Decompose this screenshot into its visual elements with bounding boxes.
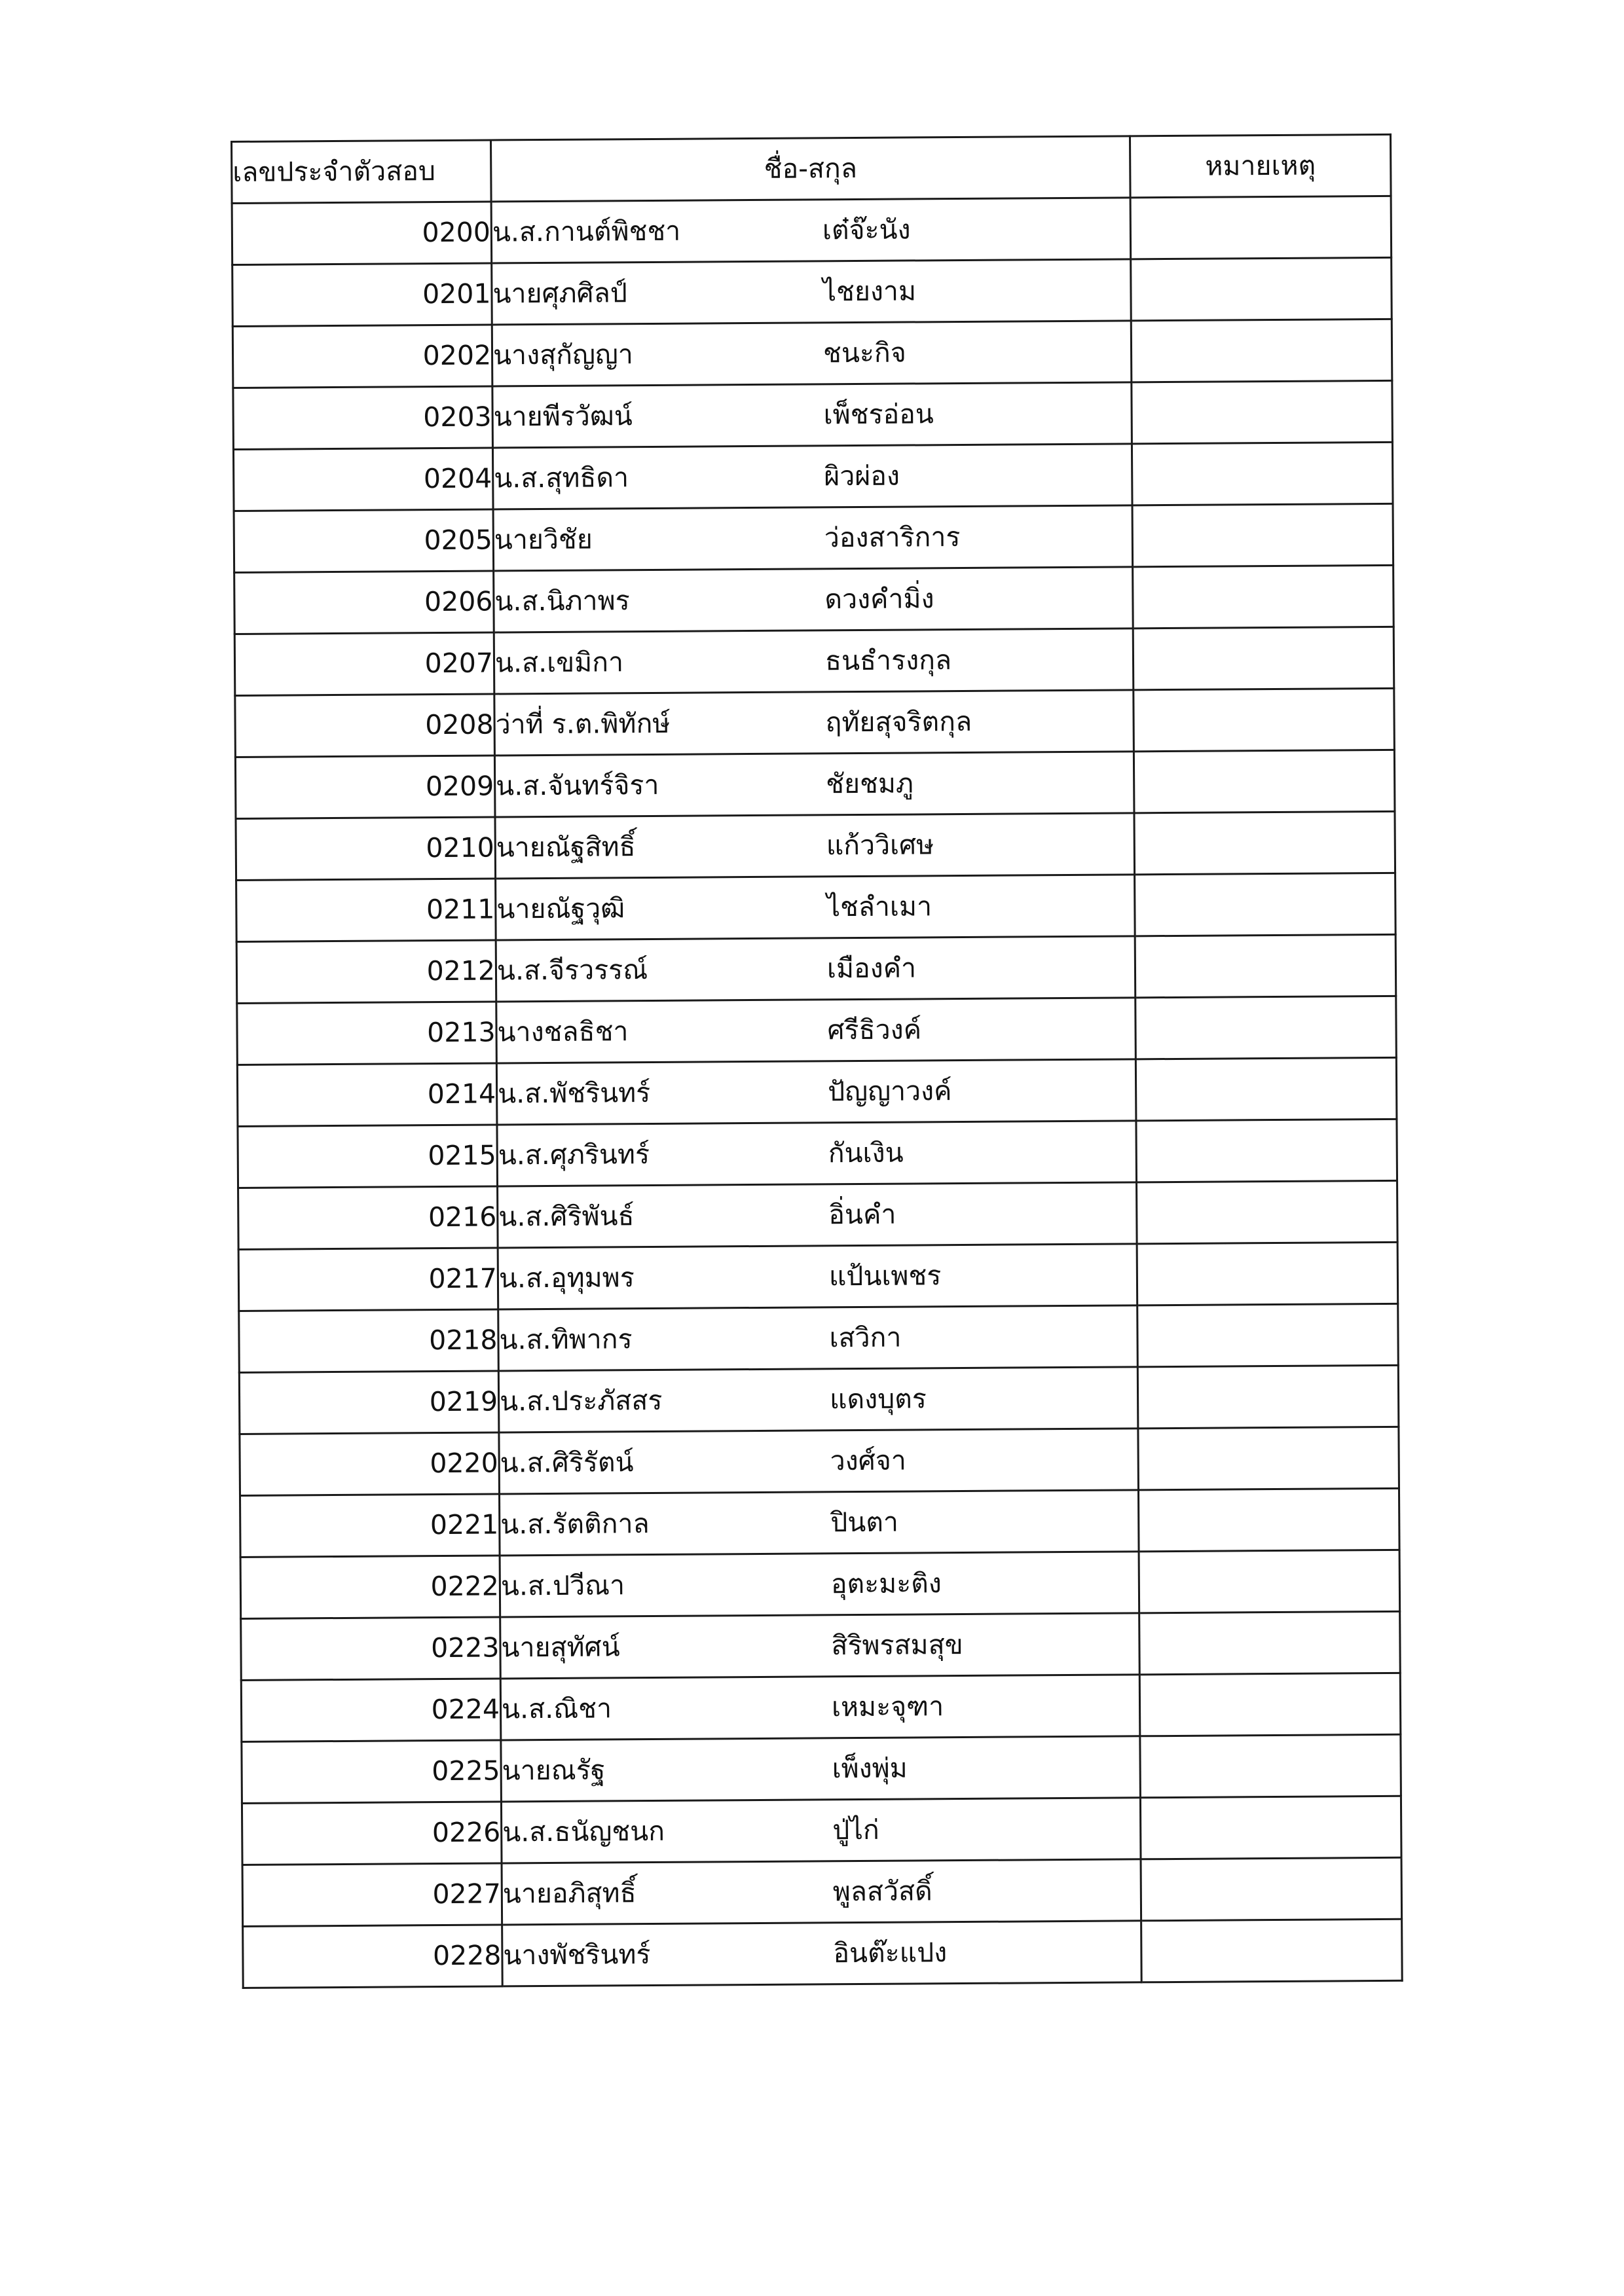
- remarks-cell: [1135, 873, 1396, 936]
- surname: แป้นเพชร: [828, 1260, 942, 1292]
- table-row: [233, 442, 1393, 511]
- surname: ฤทัยสุจริตกุล: [825, 705, 972, 738]
- surname: อุตะมะติง: [830, 1567, 942, 1600]
- table-row: [238, 1180, 1398, 1249]
- remarks-cell: [1133, 565, 1394, 628]
- exam-id-cell: 0202: [232, 325, 492, 388]
- given-name: น.ส.พัชรินทร์: [498, 1077, 651, 1110]
- given-name: น.ส.ปวีณา: [500, 1569, 625, 1602]
- name-cell: [498, 1367, 1138, 1432]
- surname: ธนธำรงกุล: [824, 644, 952, 677]
- remarks-cell: [1131, 257, 1392, 320]
- remarks-cell: [1138, 1427, 1399, 1489]
- name-cell: [498, 1244, 1137, 1309]
- table-row: [233, 380, 1393, 449]
- name-cell: [492, 259, 1132, 325]
- given-name: น.ส.อุทุมพร: [498, 1262, 635, 1294]
- given-name: นายพีรวัฒน์: [493, 400, 633, 433]
- remarks-cell: [1130, 196, 1392, 259]
- given-name: น.ส.ทิพากร: [499, 1323, 633, 1356]
- exam-id-cell: 0220: [240, 1432, 500, 1495]
- name-cell: [497, 1121, 1137, 1186]
- remarks-cell: [1135, 1057, 1397, 1120]
- name-cell: [492, 382, 1132, 448]
- table-row: [237, 996, 1397, 1065]
- exam-id-cell: 0224: [241, 1679, 501, 1741]
- exam-id-cell: 0205: [234, 509, 494, 572]
- name-cell: [494, 690, 1134, 756]
- given-name: น.ส.ธนัญชนก: [502, 1815, 665, 1848]
- name-cell: [500, 1613, 1140, 1679]
- surname: เหมะจุฑา: [831, 1690, 944, 1723]
- remarks-cell: [1135, 934, 1396, 997]
- exam-id-cell: 0209: [235, 756, 495, 818]
- surname: ปินตา: [830, 1506, 899, 1539]
- exam-id-cell: 0207: [234, 632, 494, 695]
- name-cell: [496, 1059, 1136, 1125]
- surname: กันเงิน: [828, 1137, 904, 1169]
- given-name: นายอภิสุทธิ์: [502, 1877, 637, 1910]
- remarks-cell: [1137, 1365, 1399, 1428]
- remarks-cell: [1137, 1180, 1398, 1243]
- table-row: [236, 873, 1396, 941]
- given-name: นายณรัฐ: [502, 1754, 606, 1787]
- table-row: [234, 503, 1393, 572]
- surname: ศรีธิวงค์: [827, 1013, 922, 1046]
- remarks-cell: [1135, 996, 1397, 1059]
- name-cell: [502, 1859, 1141, 1925]
- name-cell: [492, 321, 1132, 386]
- exam-id-cell: 0227: [242, 1863, 502, 1926]
- table-row: [242, 1796, 1401, 1865]
- surname: ผิวผ่อง: [824, 460, 900, 492]
- remarks-cell: [1137, 1303, 1399, 1366]
- exam-id-cell: 0203: [233, 386, 493, 449]
- exam-id-cell: 0212: [236, 940, 496, 1003]
- name-cell: [500, 1552, 1139, 1617]
- name-cell: [494, 629, 1134, 694]
- given-name: นายณัฐสิทธิ์: [496, 831, 636, 864]
- remarks-cell: [1131, 319, 1392, 382]
- surname: ปู่ไก่: [832, 1813, 879, 1846]
- remarks-cell: [1141, 1919, 1403, 1982]
- given-name: น.ส.ศิริพันธ์: [498, 1200, 635, 1233]
- exam-id-cell: 0210: [236, 817, 496, 880]
- surname: วงศ์จา: [830, 1444, 906, 1477]
- surname: เพ็งพุ่ม: [832, 1752, 908, 1785]
- remarks-cell: [1137, 1242, 1398, 1305]
- table-header-row: [232, 134, 1392, 203]
- table-row: [240, 1427, 1399, 1495]
- name-cell: [501, 1798, 1141, 1863]
- table-row: [234, 627, 1394, 695]
- name-cell: [498, 1305, 1138, 1371]
- remarks-cell: [1139, 1611, 1401, 1674]
- surname: ชนะกิจ: [822, 337, 906, 369]
- given-name: น.ส.ศุภรินทร์: [498, 1139, 650, 1171]
- given-name: น.ส.ประภัสสร: [499, 1384, 663, 1417]
- name-cell: [502, 1921, 1142, 1986]
- exam-id-cell: 0214: [237, 1063, 497, 1126]
- exam-id-cell: 0219: [239, 1371, 499, 1434]
- surname: พูลสวัสดิ์: [832, 1875, 932, 1908]
- exam-id-cell: 0206: [234, 571, 494, 634]
- remarks-cell: [1134, 811, 1395, 874]
- name-cell: [491, 198, 1131, 263]
- table-row: [236, 934, 1396, 1003]
- surname: อิ่นคำ: [828, 1198, 896, 1231]
- given-name: นายศุภศิลป์: [492, 277, 627, 310]
- remarks-cell: [1134, 688, 1395, 751]
- name-cell: [499, 1429, 1139, 1494]
- table-row: [235, 688, 1395, 757]
- exam-id-cell: 0221: [240, 1494, 500, 1557]
- given-name: น.ส.รัตติกาล: [500, 1508, 650, 1540]
- table-row: [238, 1119, 1397, 1188]
- given-name: น.ส.จีรวรรณ์: [496, 954, 648, 987]
- name-cell: [496, 998, 1136, 1063]
- table-row: [239, 1303, 1399, 1372]
- remarks-cell: [1139, 1673, 1401, 1736]
- surname: สิริพรสมสุข: [831, 1629, 963, 1662]
- name-cell: [493, 505, 1133, 571]
- exam-id-cell: 0215: [238, 1125, 498, 1188]
- table-row: [238, 1242, 1398, 1311]
- table-row: [234, 565, 1394, 634]
- surname: ว่องสาริการ: [824, 521, 961, 554]
- remarks-cell: [1132, 503, 1393, 566]
- remarks-cell: [1136, 1119, 1397, 1182]
- table-row: [240, 1488, 1400, 1557]
- candidate-table: [231, 134, 1403, 1989]
- exam-id-cell: 0208: [235, 694, 495, 757]
- name-cell: [501, 1736, 1141, 1802]
- table-row: [235, 750, 1395, 818]
- table-row: [232, 196, 1392, 264]
- surname: เพ็ชรอ่อน: [823, 398, 934, 431]
- table-row: [236, 811, 1395, 880]
- name-cell: [494, 752, 1134, 817]
- remarks-cell: [1138, 1488, 1399, 1551]
- given-name: นางชลธิชา: [497, 1015, 629, 1048]
- given-name: น.ส.จันทร์จิรา: [496, 769, 659, 802]
- given-name: น.ส.กานต์พิชชา: [492, 215, 681, 248]
- name-cell: [500, 1675, 1140, 1740]
- given-name: น.ส.ณิชา: [501, 1692, 612, 1725]
- header-exam-id: เลขประจำตัวสอบ: [232, 140, 492, 203]
- table-row: [241, 1611, 1401, 1680]
- given-name: นายสุทัศน์: [501, 1631, 620, 1664]
- name-cell: [492, 444, 1132, 509]
- table-row: [232, 257, 1392, 326]
- remarks-cell: [1141, 1857, 1402, 1920]
- surname: ปัญญาวงค์: [827, 1075, 952, 1108]
- name-cell: [496, 875, 1135, 940]
- table-body: [232, 196, 1402, 1988]
- given-name: นายณัฐวุฒิ: [496, 892, 625, 925]
- exam-id-cell: 0226: [242, 1802, 502, 1865]
- exam-id-cell: 0222: [240, 1556, 500, 1618]
- remarks-cell: [1133, 627, 1394, 689]
- exam-id-cell: 0217: [238, 1248, 498, 1311]
- table-row: [237, 1057, 1397, 1126]
- name-cell: [499, 1490, 1139, 1556]
- surname: อินต๊ะแปง: [833, 1937, 948, 1969]
- given-name: น.ส.เขมิกา: [494, 646, 624, 679]
- table-row: [242, 1734, 1401, 1803]
- surname: ไชลำเมา: [826, 890, 932, 923]
- surname: แดงบุตร: [829, 1383, 927, 1415]
- exam-id-cell: 0228: [243, 1925, 503, 1988]
- exam-id-cell: 0204: [233, 448, 493, 511]
- table-row: [243, 1919, 1403, 1988]
- surname: เสวิกา: [829, 1321, 902, 1354]
- exam-id-cell: 0218: [239, 1309, 499, 1372]
- exam-id-cell: 0213: [237, 1002, 497, 1065]
- remarks-cell: [1140, 1734, 1401, 1797]
- table-row: [240, 1550, 1400, 1618]
- name-cell: [495, 813, 1135, 879]
- exam-id-cell: 0225: [242, 1740, 502, 1803]
- surname: เต๋จ๊ะนัง: [822, 213, 911, 246]
- given-name: น.ส.สุทธิดา: [494, 462, 629, 494]
- remarks-cell: [1132, 380, 1393, 443]
- surname: เมืองคำ: [826, 952, 917, 985]
- remarks-cell: [1139, 1550, 1400, 1613]
- header-full-name: ชื่อ-สกุล: [491, 136, 1131, 202]
- given-name: น.ส.นิภาพร: [494, 585, 630, 617]
- table-row: [242, 1857, 1402, 1926]
- exam-id-cell: 0200: [232, 202, 492, 264]
- exam-id-cell: 0201: [232, 263, 492, 326]
- exam-id-cell: 0211: [236, 879, 496, 941]
- surname: ชัยชมภู: [826, 767, 914, 800]
- name-cell: [496, 936, 1135, 1002]
- given-name: นายวิชัย: [494, 523, 593, 556]
- exam-id-cell: 0223: [241, 1617, 501, 1680]
- given-name: นางสุกัญญา: [492, 338, 634, 371]
- table-row: [232, 319, 1392, 388]
- surname: ไชยงาม: [822, 275, 917, 308]
- name-cell: [498, 1182, 1137, 1248]
- exam-id-cell: 0216: [238, 1186, 498, 1249]
- table-row: [241, 1673, 1401, 1741]
- given-name: นางพัชรินทร์: [503, 1939, 651, 1971]
- given-name: น.ส.ศิริรัตน์: [500, 1446, 634, 1479]
- name-cell: [494, 567, 1134, 632]
- remarks-cell: [1140, 1796, 1401, 1859]
- remarks-cell: [1132, 442, 1393, 505]
- header-remarks: หมายเหตุ: [1130, 134, 1391, 197]
- given-name: ว่าที่ ร.ต.พิทักษ์: [495, 707, 671, 740]
- remarks-cell: [1134, 750, 1395, 812]
- table-row: [239, 1365, 1399, 1434]
- surname: แก้ววิเศษ: [826, 829, 934, 862]
- surname: ดวงคำมิ่ง: [824, 583, 934, 615]
